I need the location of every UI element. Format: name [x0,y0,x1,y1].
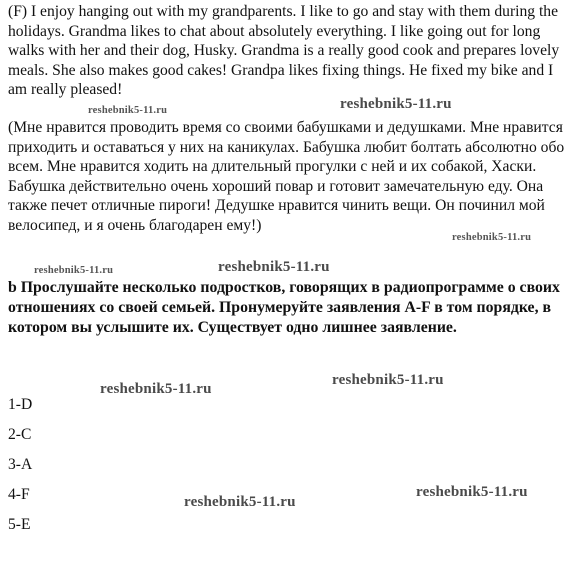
watermark: reshebnik5-11.ru [34,265,114,276]
watermark: reshebnik5-11.ru [340,96,452,112]
watermark: reshebnik5-11.ru [416,484,528,500]
watermark: reshebnik5-11.ru [88,105,168,116]
russian-translation-paragraph: (Мне нравится проводить время со своими бабушками и дедушками. Мне нравится приходить и оставаться у них на каникулах. Бабушка любит болтать абсолютно обо всем. Мне нравится ходить на длительный прогулки с ней и их собакой, Хаски. Бабушка действительно очень хороший повар и готовит замечательную еду. Она также печет отличные пироги! Дедушке нравится чинить вещи. Он починил мой велосипед, и я очень благодарен ему!) [8,119,565,234]
answer-item: 4-F [8,486,30,503]
answer-item: 3-A [8,456,33,473]
task-instruction: b Прослушайте несколько подростков, говорящих в радиопрограмме о своих отношениях со своей семьей. Пронумеруйте заявления A-F в том порядке, в котором вы услышите их. Существует одно лишнее заявление. [8,279,560,336]
watermark: reshebnik5-11.ru [184,494,296,510]
english-paragraph: (F) I enjoy hanging out with my grandparents. I like to go and stay with them during the holidays. Grandma likes to chat about absolutely everything. I like going out for long walks with her and their dog, Husky. Grandma is a really good cook and prepares lovely meals. She also makes good cakes! Grandpa likes fixing things. He fixed my bike and I am really pleased! [8,3,560,99]
answer-item: 1-D [8,396,33,413]
watermark: reshebnik5-11.ru [452,232,532,243]
watermark: reshebnik5-11.ru [100,381,212,397]
watermark: reshebnik5-11.ru [332,372,444,388]
watermark: reshebnik5-11.ru [218,259,330,275]
answer-item: 2-C [8,426,32,443]
answer-item: 5-E [8,516,31,533]
